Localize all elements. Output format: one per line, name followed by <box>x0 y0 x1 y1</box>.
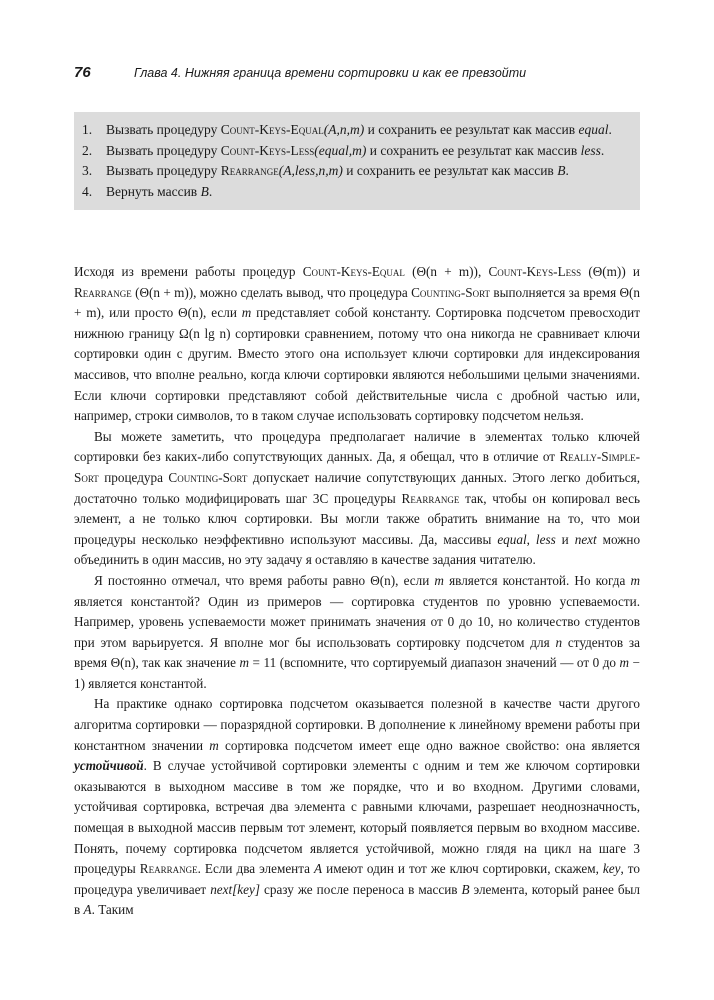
step-number: 2. <box>82 142 93 158</box>
running-head: Глава 4. Нижняя граница времени сортировки и как ее превзойти <box>134 66 527 80</box>
algorithm-box <box>74 112 640 210</box>
page-header <box>74 64 644 81</box>
step-text: Вызвать процедуру Count-Keys-Equal(A,n,m) и сохранить ее результат как массив equal. <box>106 122 612 137</box>
algorithm-step <box>82 141 624 161</box>
paragraph-2: Вы можете заметить, что процедура предполагает наличие в элементах только ключей сортировки без каких-либо сопутствующих данных. Да, я обещал, что в отличие от Really-Simple-Sort процедура Counting-Sort допускает наличие сопутствующих данных. Этого легко добиться, достаточно только модифицировать шаг 3С процедуры Rearrange так, чтобы он копировал весь элемент, а не только ключ сортировки. Вы могли также обратить внимание на то, что мои процедуры несколько неэффективно используют массивы. Да, массивы equal, less и next можно объединить в один массив, но эту задачу я оставляю в качестве задания читателю. <box>74 428 641 568</box>
step-number: 4. <box>82 183 93 199</box>
paragraph-4: На практике однако сортировка подсчетом оказывается полезной в качестве части другого алгоритма сортировки — поразрядной сортировки. В дополнение к линейному времени работы при константном значении m сортировка подсчетом имеет еще одно важное свойство: она является устойчивой. В случае устойчивой сортировки элементы с одним и тем же ключом сортировки оказываются в выходном массиве в том же порядке, что и во входном. Другими словами, устойчивая сортировка, встречая два элемента с равными ключами, разрешает неоднозначность, помещая в выходной массив первым тот элемент, который появляется первым во входном массиве. Понять, почему сортировка подсчетом является устойчивой, можно глядя на цикл на шаге 3 процедуры Rearrange. Если два элемента A имеют один и тот же ключ сортировки, скажем, key, то процедура увеличивает next[key] сразу же после переноса в массив B элемента, который ранее был в A. Таким <box>74 696 640 918</box>
paragraph-3: Я постоянно отмечал, что время работы равно Θ(n), если m является константой. Но когда m является константой? Один из примеров — сортировка студентов по уровню успеваемости. Например, уровень успеваемости может принимать значения от 0 до 10, но количество студентов при этом варьируется. Я вполне мог бы использовать сортировку подсчетом для n студентов за время Θ(n), так как значение m = 11 (вспомните, что сортируемый диапазон значений — от 0 до m − 1) является константой. <box>74 572 641 691</box>
algorithm-step <box>82 161 624 181</box>
algorithm-steps <box>82 120 624 201</box>
step-text: Вернуть массив B. <box>106 183 213 199</box>
step-text: Вызвать процедуру Count-Keys-Less(equal,m) и сохранить ее результат как массив less. <box>106 142 605 158</box>
algorithm-step <box>82 182 624 202</box>
algorithm-step <box>82 120 624 140</box>
page-number: 76 <box>74 64 91 81</box>
paragraph-1: Исходя из времени работы процедур Count-Keys-Equal (Θ(n + m)), Count-Keys-Less (Θ(m)) и Rearrange (Θ(n + m)), можно сделать вывод, что процедура Counting-Sort выполняется за время Θ(n + m), или просто Θ(n), если m представляет собой константу. Сортировка подсчетом превосходит нижнюю границу Ω(n lg n) сортировки сравнением, потому что она никогда не сравнивает ключи сортировки один с другим. Вместо этого она использует ключи сортировки для индексирования массивов, что вполне реально, когда ключи сортировки являются небольшими целыми значениями. Если ключи сортировки представляют собой действительные числа с дробной частью или, например, строки символов, то в таком случае использовать сортировку подсчетом нельзя. <box>74 264 641 424</box>
step-number: 3. <box>82 163 93 178</box>
body-text <box>74 262 640 921</box>
step-text: Вызвать процедуру Rearrange(A,less,n,m) и сохранить ее результат как массив B. <box>106 163 569 178</box>
step-number: 1. <box>82 122 93 137</box>
